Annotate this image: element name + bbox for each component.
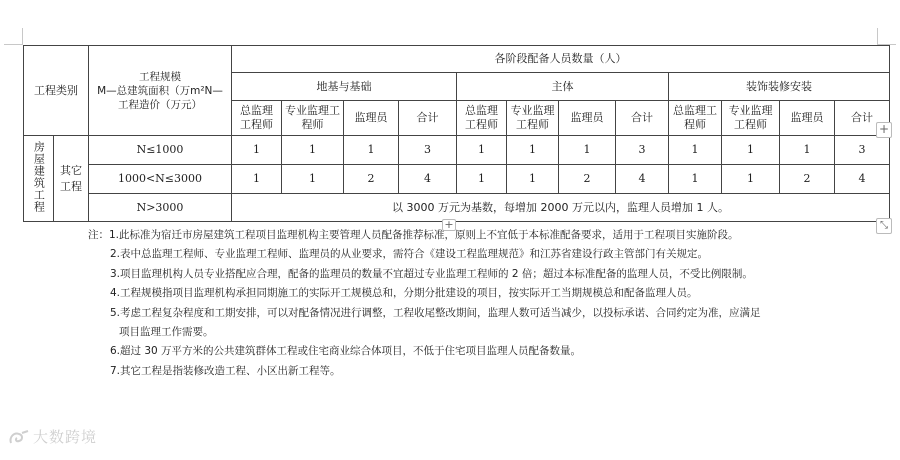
role-header xyxy=(616,101,669,136)
count-cell: 1 xyxy=(722,136,780,165)
role-header-text: 合计 xyxy=(416,111,439,125)
count-cell: 4 xyxy=(835,165,890,194)
role-header xyxy=(399,101,457,136)
role-header xyxy=(669,101,722,136)
role-header-text: 专业监理工程师 xyxy=(285,104,340,131)
role-header-text: 专业监理工程师 xyxy=(728,104,773,131)
header-group: 各阶段配备人员数量（人） xyxy=(232,46,890,73)
page-corner-mark xyxy=(877,28,878,45)
role-header xyxy=(507,101,559,136)
count-cell: 1 xyxy=(232,136,282,165)
category-sub xyxy=(54,136,89,222)
count-cell: 1 xyxy=(780,136,835,165)
stage-header: 主体 xyxy=(457,73,669,101)
count-cell: 1 xyxy=(507,136,559,165)
count-cell: 1 xyxy=(282,136,344,165)
count-cell: 4 xyxy=(399,165,457,194)
scale-cell: N≤1000 xyxy=(89,136,232,165)
role-header xyxy=(722,101,780,136)
role-header-text: 监理员 xyxy=(790,111,824,125)
stage-header: 地基与基础 xyxy=(232,73,457,101)
role-header-text: 合计 xyxy=(851,111,874,125)
count-cell: 4 xyxy=(616,165,669,194)
scale-cell: N>3000 xyxy=(89,194,232,222)
role-header-text: 总监理工程师 xyxy=(673,104,717,131)
stage-header: 装饰装修安装 xyxy=(669,73,890,101)
add-row-button[interactable]: + xyxy=(442,219,456,231)
note-line: 2.表中总监理工程师、专业监理工程师、监理员的从业要求，需符合《建设工程监理规范》和江苏省建设行政主管部门有关规定。 xyxy=(110,248,709,261)
count-cell: 1 xyxy=(457,165,507,194)
notes-block xyxy=(88,226,761,381)
add-column-button[interactable]: + xyxy=(876,122,892,138)
watermark xyxy=(8,426,97,447)
role-header xyxy=(282,101,344,136)
note-line: 4.工程规模指项目监理机构承担同期施工的实际开工规模总和，分期分批建设的项目，按实际开工当期规模总和配备监理人员。 xyxy=(110,287,698,300)
count-cell: 2 xyxy=(780,165,835,194)
count-cell: 1 xyxy=(282,165,344,194)
count-cell: 2 xyxy=(344,165,399,194)
role-header-text: 总监理工程师 xyxy=(465,104,498,131)
note-line: 6.超过 30 万平方米的公共建筑群体工程或住宅商业综合体项目，不低于住宅项目监理人员配备数量。 xyxy=(110,345,582,358)
category-sub-text: 其它工程 xyxy=(60,163,82,193)
count-cell: 1 xyxy=(344,136,399,165)
count-cell: 1 xyxy=(559,136,616,165)
role-header xyxy=(344,101,399,136)
category-main xyxy=(24,136,54,222)
count-cell: 1 xyxy=(232,165,282,194)
role-header xyxy=(780,101,835,136)
page-corner-mark xyxy=(22,28,23,45)
resize-handle-icon[interactable]: ⤡ xyxy=(876,218,892,234)
page-corner-mark xyxy=(4,44,22,45)
scale-cell: 1000<N≤3000 xyxy=(89,165,232,194)
role-header xyxy=(457,101,507,136)
role-header-text: 总监理工程师 xyxy=(240,104,273,131)
watermark-logo-icon xyxy=(8,429,30,447)
role-header-text: 合计 xyxy=(631,111,653,125)
count-cell: 1 xyxy=(669,165,722,194)
staffing-table xyxy=(23,45,890,222)
note-line: 5.考虑工程复杂程度和工期安排，可以对配备情况进行调整，工程收尾整改期间，监理人数可适当减少，以投标承诺、合同约定为准，应满足 xyxy=(110,306,761,319)
header-category: 工程类别 xyxy=(24,46,89,136)
count-cell: 3 xyxy=(616,136,669,165)
category-main-text: 房屋建筑工程 xyxy=(32,140,46,213)
role-header-text: 监理员 xyxy=(570,111,604,125)
count-cell: 3 xyxy=(835,136,890,165)
note-line: 3.项目监理机构人员专业搭配应合理，配备的监理员的数量不宜超过专业监理工程师的 2 倍；超过本标准配备的监理人员，不受比例限制。 xyxy=(110,267,753,280)
watermark-text: 大数跨境 xyxy=(33,428,98,446)
count-cell: 2 xyxy=(559,165,616,194)
count-cell: 1 xyxy=(507,165,559,194)
note-line: 注：1.此标准为宿迁市房屋建筑工程项目监理机构主要管理人员配备推荐标准，原则上不宜低于本标准配备要求，适用于工程项目实施阶段。 xyxy=(88,229,739,241)
role-header-text: 专业监理工程师 xyxy=(510,104,555,131)
role-header xyxy=(559,101,616,136)
count-cell: 3 xyxy=(399,136,457,165)
count-cell: 1 xyxy=(722,165,780,194)
count-cell: 1 xyxy=(669,136,722,165)
note-line: 项目监理工作需要。 xyxy=(119,326,214,339)
role-header xyxy=(232,101,282,136)
count-cell: 1 xyxy=(457,136,507,165)
header-scale xyxy=(89,46,232,136)
note-line: 7.其它工程是指装修改造工程、小区出新工程等。 xyxy=(110,364,341,377)
header-scale-text: 工程规模 M—总建筑面积（万m²N—工程造价（万元） xyxy=(97,70,223,111)
role-header-text: 监理员 xyxy=(354,111,388,125)
rule-text: 以 3000 万元为基数，每增加 2000 万元以内，监理人员增加 1 人。 xyxy=(232,194,890,222)
